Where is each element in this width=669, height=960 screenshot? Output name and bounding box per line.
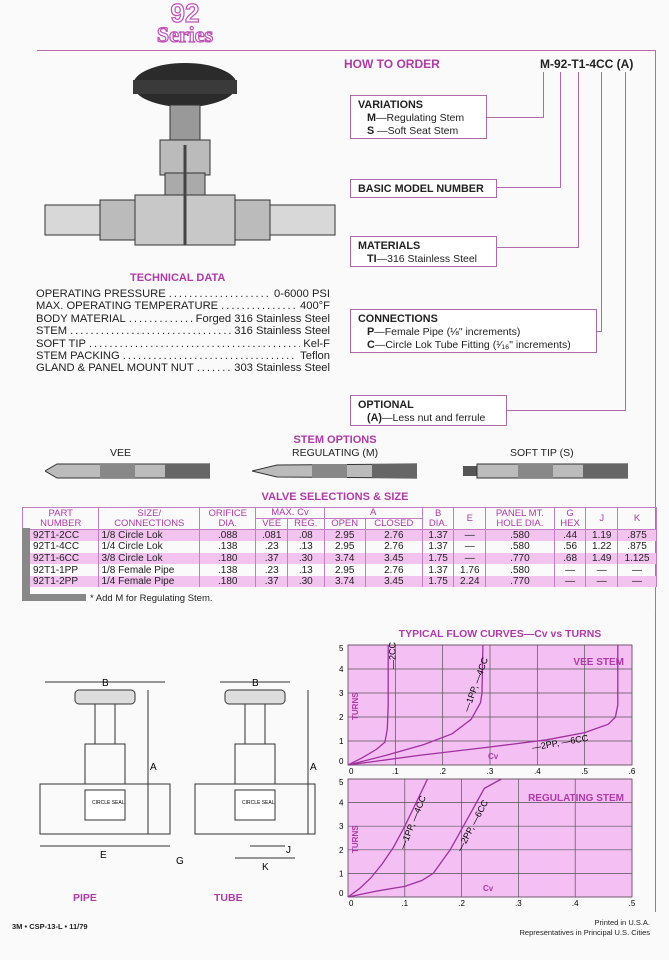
dimension-label: B (252, 678, 259, 689)
x-tick-label: 0 (349, 767, 354, 776)
table-cell: .08 (288, 530, 325, 542)
table-cell: .770 (486, 576, 555, 588)
table-cell: 92T1-4CC (23, 541, 99, 553)
col-maxcv: MAX. Cv (256, 508, 324, 519)
y-tick-label: 3 (339, 822, 344, 832)
col-vee: VEE (256, 519, 288, 530)
table-cell: — (454, 553, 486, 565)
dimension-label: A (150, 762, 157, 773)
table-cell: — (454, 541, 486, 553)
col-e: E (454, 508, 486, 530)
col-j: J (586, 508, 618, 530)
table-cell: 2.76 (365, 530, 422, 542)
table-cell: .770 (486, 553, 555, 565)
table-cell: .180 (200, 576, 256, 588)
table-cell: .875 (618, 530, 657, 542)
logo-word: Series (156, 22, 214, 47)
how-to-order-title: HOW TO ORDER (344, 57, 440, 71)
col-a: A (324, 508, 422, 519)
table-cell: .23 (256, 541, 288, 553)
dimension-label: B (102, 678, 109, 689)
connection-item: P—Female Pipe (⅛" increments) (367, 326, 521, 338)
spec-value: 303 Stainless Steel (234, 362, 330, 375)
y-tick-label: 1 (339, 869, 344, 879)
optional-box (350, 395, 507, 426)
table-cell: .088 (200, 530, 256, 542)
table-cell: .138 (200, 564, 256, 576)
dimension-label: K (262, 862, 269, 873)
table-cell: 2.24 (454, 576, 486, 588)
variation-item: M—Regulating Stem (367, 112, 465, 124)
table-cell: .875 (618, 541, 657, 553)
table-cell: — (618, 564, 657, 576)
col-k: K (618, 508, 657, 530)
table-cell: — (554, 576, 586, 588)
x-tick-label: .2 (458, 899, 465, 908)
table-cell: 1.37 (422, 564, 454, 576)
variations-box (350, 95, 487, 139)
technical-data-row (36, 288, 330, 300)
y-tick-label: 4 (339, 798, 344, 808)
spec-label: SOFT TIP (36, 337, 86, 350)
table-cell: 92T1-6CC (23, 553, 99, 565)
table-cell: 1.19 (586, 530, 618, 542)
table-cell: 3.45 (365, 576, 422, 588)
series-label: —2CC (387, 641, 398, 669)
table-cell: .13 (288, 564, 325, 576)
table-cell: 1.75 (422, 553, 454, 565)
connector-line (507, 72, 626, 411)
chart-panel-label: VEE STEM (573, 657, 624, 668)
technical-data-list (36, 288, 330, 375)
col-orifice: ORIFICE DIA. (200, 508, 256, 530)
footnote-arrow-head (22, 594, 86, 601)
table-cell: 1.49 (586, 553, 618, 565)
table-cell: 3.74 (324, 576, 365, 588)
spec-label: STEM PACKING (36, 350, 120, 363)
valve-illustration (40, 55, 340, 270)
stem-regulating-image (252, 461, 417, 481)
technical-data-row (36, 325, 330, 337)
table-row (23, 576, 657, 588)
x-axis-label: Cv (483, 884, 494, 893)
spec-label: STEM (36, 325, 68, 338)
x-tick-label: .4 (533, 767, 541, 776)
series-label: —2PP, —6CC (454, 798, 491, 854)
materials-box (350, 236, 497, 267)
spec-value: 316 Stainless Steel (234, 325, 330, 338)
y-axis-label: TURNS (351, 825, 360, 853)
x-tick-label: .5 (581, 767, 589, 776)
table-row (23, 541, 657, 553)
table-cell: 3.45 (365, 553, 422, 565)
table-cell: 1/8 Female Pipe (99, 564, 200, 576)
spec-label: OPERATING PRESSURE (36, 288, 166, 300)
table-cell: 1.75 (422, 576, 454, 588)
col-part: PART NUMBER (23, 508, 99, 530)
stem-vee-image (45, 461, 210, 481)
chart-title: TYPICAL FLOW CURVES—Cv vs TURNS (398, 628, 602, 640)
technical-data-row (36, 350, 330, 362)
table-cell: — (618, 576, 657, 588)
x-axis-label: Cv (488, 752, 499, 761)
spec-value: 0-6000 PSI (274, 288, 330, 300)
spec-value: Kel-F (303, 337, 330, 350)
table-cell: .30 (288, 576, 325, 588)
series-logo (140, 2, 230, 46)
x-tick-label: .1 (401, 899, 409, 908)
technical-data-row (36, 300, 330, 312)
table-cell: .580 (486, 564, 555, 576)
table-cell: .081 (256, 530, 288, 542)
connection-item: C—Circle Lok Tube Fitting (¹⁄₁₆" increments) (367, 339, 571, 351)
table-cell: 1.22 (586, 541, 618, 553)
table-cell: — (586, 576, 618, 588)
series-label: —1PP, —4CC (461, 656, 491, 713)
stem-vee-label: VEE (110, 447, 132, 459)
technical-data-title: TECHNICAL DATA (130, 272, 226, 284)
optional-title: OPTIONAL (358, 399, 414, 411)
table-cell: .68 (554, 553, 586, 565)
table-cell: 1.76 (454, 564, 486, 576)
x-tick-label: .4 (571, 899, 579, 908)
col-closed: CLOSED (365, 519, 422, 530)
table-cell: — (454, 530, 486, 542)
basic-model-title: BASIC MODEL NUMBER (358, 183, 484, 195)
pipe-drawing (30, 670, 320, 890)
table-cell: .37 (256, 576, 288, 588)
footer-printed: Printed in U.S.A. (594, 918, 650, 927)
spec-label: GLAND & PANEL MOUNT NUT (36, 362, 194, 375)
table-cell: 1/4 Circle Lok (99, 541, 200, 553)
table-cell: .138 (200, 541, 256, 553)
x-tick-label: .2 (439, 767, 447, 776)
y-tick-label: 4 (339, 665, 344, 674)
y-tick-label: 3 (339, 689, 344, 698)
dimension-label: E (100, 850, 107, 861)
x-tick-label: 0 (349, 899, 354, 908)
footnote-arrow (22, 528, 30, 600)
pipe-label: PIPE (73, 892, 97, 904)
dimension-label: J (286, 845, 291, 856)
valve-selection-table (22, 507, 657, 587)
spec-value: 400°F (300, 300, 330, 313)
variations-title: VARIATIONS (358, 99, 423, 111)
table-cell: 92T1-2PP (23, 576, 99, 588)
footnote: * Add M for Regulating Stem. (90, 593, 213, 604)
body-text: CIRCLE SEAL (92, 800, 125, 806)
optional-item: (A)—Less nut and ferrule (367, 412, 486, 424)
y-tick-label: 2 (339, 713, 344, 722)
y-tick-label: 1 (339, 737, 344, 746)
x-tick-label: .3 (515, 899, 522, 908)
col-reg: REG. (288, 519, 325, 530)
flow-curves-charts (330, 640, 640, 912)
table-cell: .23 (256, 564, 288, 576)
table-cell: 1/8 Circle Lok (99, 530, 200, 542)
stem-soft-tip-label: SOFT TIP (S) (510, 447, 574, 459)
technical-data-row (36, 362, 330, 374)
frame-line (655, 612, 656, 912)
y-tick-label: 5 (339, 644, 344, 653)
table-cell: .580 (486, 541, 555, 553)
valve-table-title: VALVE SELECTIONS & SIZE (261, 491, 409, 503)
table-cell: 92T1-2CC (23, 530, 99, 542)
col-g: G HEX (554, 508, 586, 530)
material-item: TI—316 Stainless Steel (367, 253, 478, 265)
x-tick-label: .3 (486, 767, 494, 776)
x-tick-label: .5 (628, 899, 636, 908)
table-cell: — (554, 564, 586, 576)
table-row (23, 530, 657, 542)
table-cell: 2.76 (365, 564, 422, 576)
table-cell: .56 (554, 541, 586, 553)
table-cell: — (586, 564, 618, 576)
stem-soft-tip-image (463, 461, 628, 481)
chart-panel-label: REGULATING STEM (528, 793, 624, 804)
y-tick-label: 0 (339, 757, 344, 766)
x-tick-label: .1 (391, 767, 399, 776)
col-size: SIZE/ CONNECTIONS (99, 508, 200, 530)
y-tick-label: 5 (339, 778, 344, 787)
stem-options-title: STEM OPTIONS (293, 434, 377, 446)
table-row (23, 564, 657, 576)
variation-item: S —Soft Seat Stem (367, 125, 459, 137)
connections-title: CONNECTIONS (358, 313, 438, 325)
x-tick-label: .6 (628, 767, 636, 776)
y-tick-label: 2 (339, 845, 344, 855)
col-open: OPEN (324, 519, 365, 530)
table-cell: 92T1-1PP (23, 564, 99, 576)
spec-value: Forged 316 Stainless Steel (195, 312, 330, 325)
table-cell: .180 (200, 553, 256, 565)
basic-model-box (350, 179, 497, 198)
table-cell: 2.76 (365, 541, 422, 553)
table-cell: .13 (288, 541, 325, 553)
technical-data-row (36, 338, 330, 350)
table-row (23, 553, 657, 565)
materials-title: MATERIALS (358, 240, 421, 252)
table-cell: 2.95 (324, 530, 365, 542)
technical-data-row (36, 313, 330, 325)
spec-label: BODY MATERIAL (36, 312, 126, 325)
tube-label: TUBE (214, 892, 243, 904)
table-cell: 2.95 (324, 541, 365, 553)
footer-reps: Representatives in Principal U.S. Cities (519, 928, 650, 937)
table-cell: 1.37 (422, 530, 454, 542)
table-cell: 1/4 Female Pipe (99, 576, 200, 588)
footer-code: 3M • CSP-13-L • 11/79 (12, 922, 88, 931)
col-b: B DIA. (422, 508, 454, 530)
table-cell: 3.74 (324, 553, 365, 565)
y-axis-label: TURNS (351, 692, 360, 720)
series-label: —1PP, —4CC (397, 794, 428, 851)
series-label: —2PP, —6CC (531, 732, 589, 753)
stem-regulating-label: REGULATING (M) (292, 447, 379, 459)
table-cell: .37 (256, 553, 288, 565)
table-cell: .44 (554, 530, 586, 542)
col-panel: PANEL MT. HOLE DIA. (486, 508, 555, 530)
dimension-label: G (176, 856, 184, 867)
logo-number: 92 (170, 0, 200, 28)
table-cell: 2.95 (324, 564, 365, 576)
table-cell: 1.37 (422, 541, 454, 553)
order-code: M-92-T1-4CC (A) (540, 57, 634, 71)
dimension-label: A (310, 762, 317, 773)
table-cell: .30 (288, 553, 325, 565)
table-cell: 3/8 Circle Lok (99, 553, 200, 565)
table-cell: 1.125 (618, 553, 657, 565)
body-text: CIRCLE SEAL (242, 800, 275, 806)
spec-label: MAX. OPERATING TEMPERATURE (36, 300, 219, 313)
spec-value: Teflon (300, 350, 330, 363)
table-cell: .580 (486, 530, 555, 542)
y-tick-label: 0 (339, 889, 344, 898)
